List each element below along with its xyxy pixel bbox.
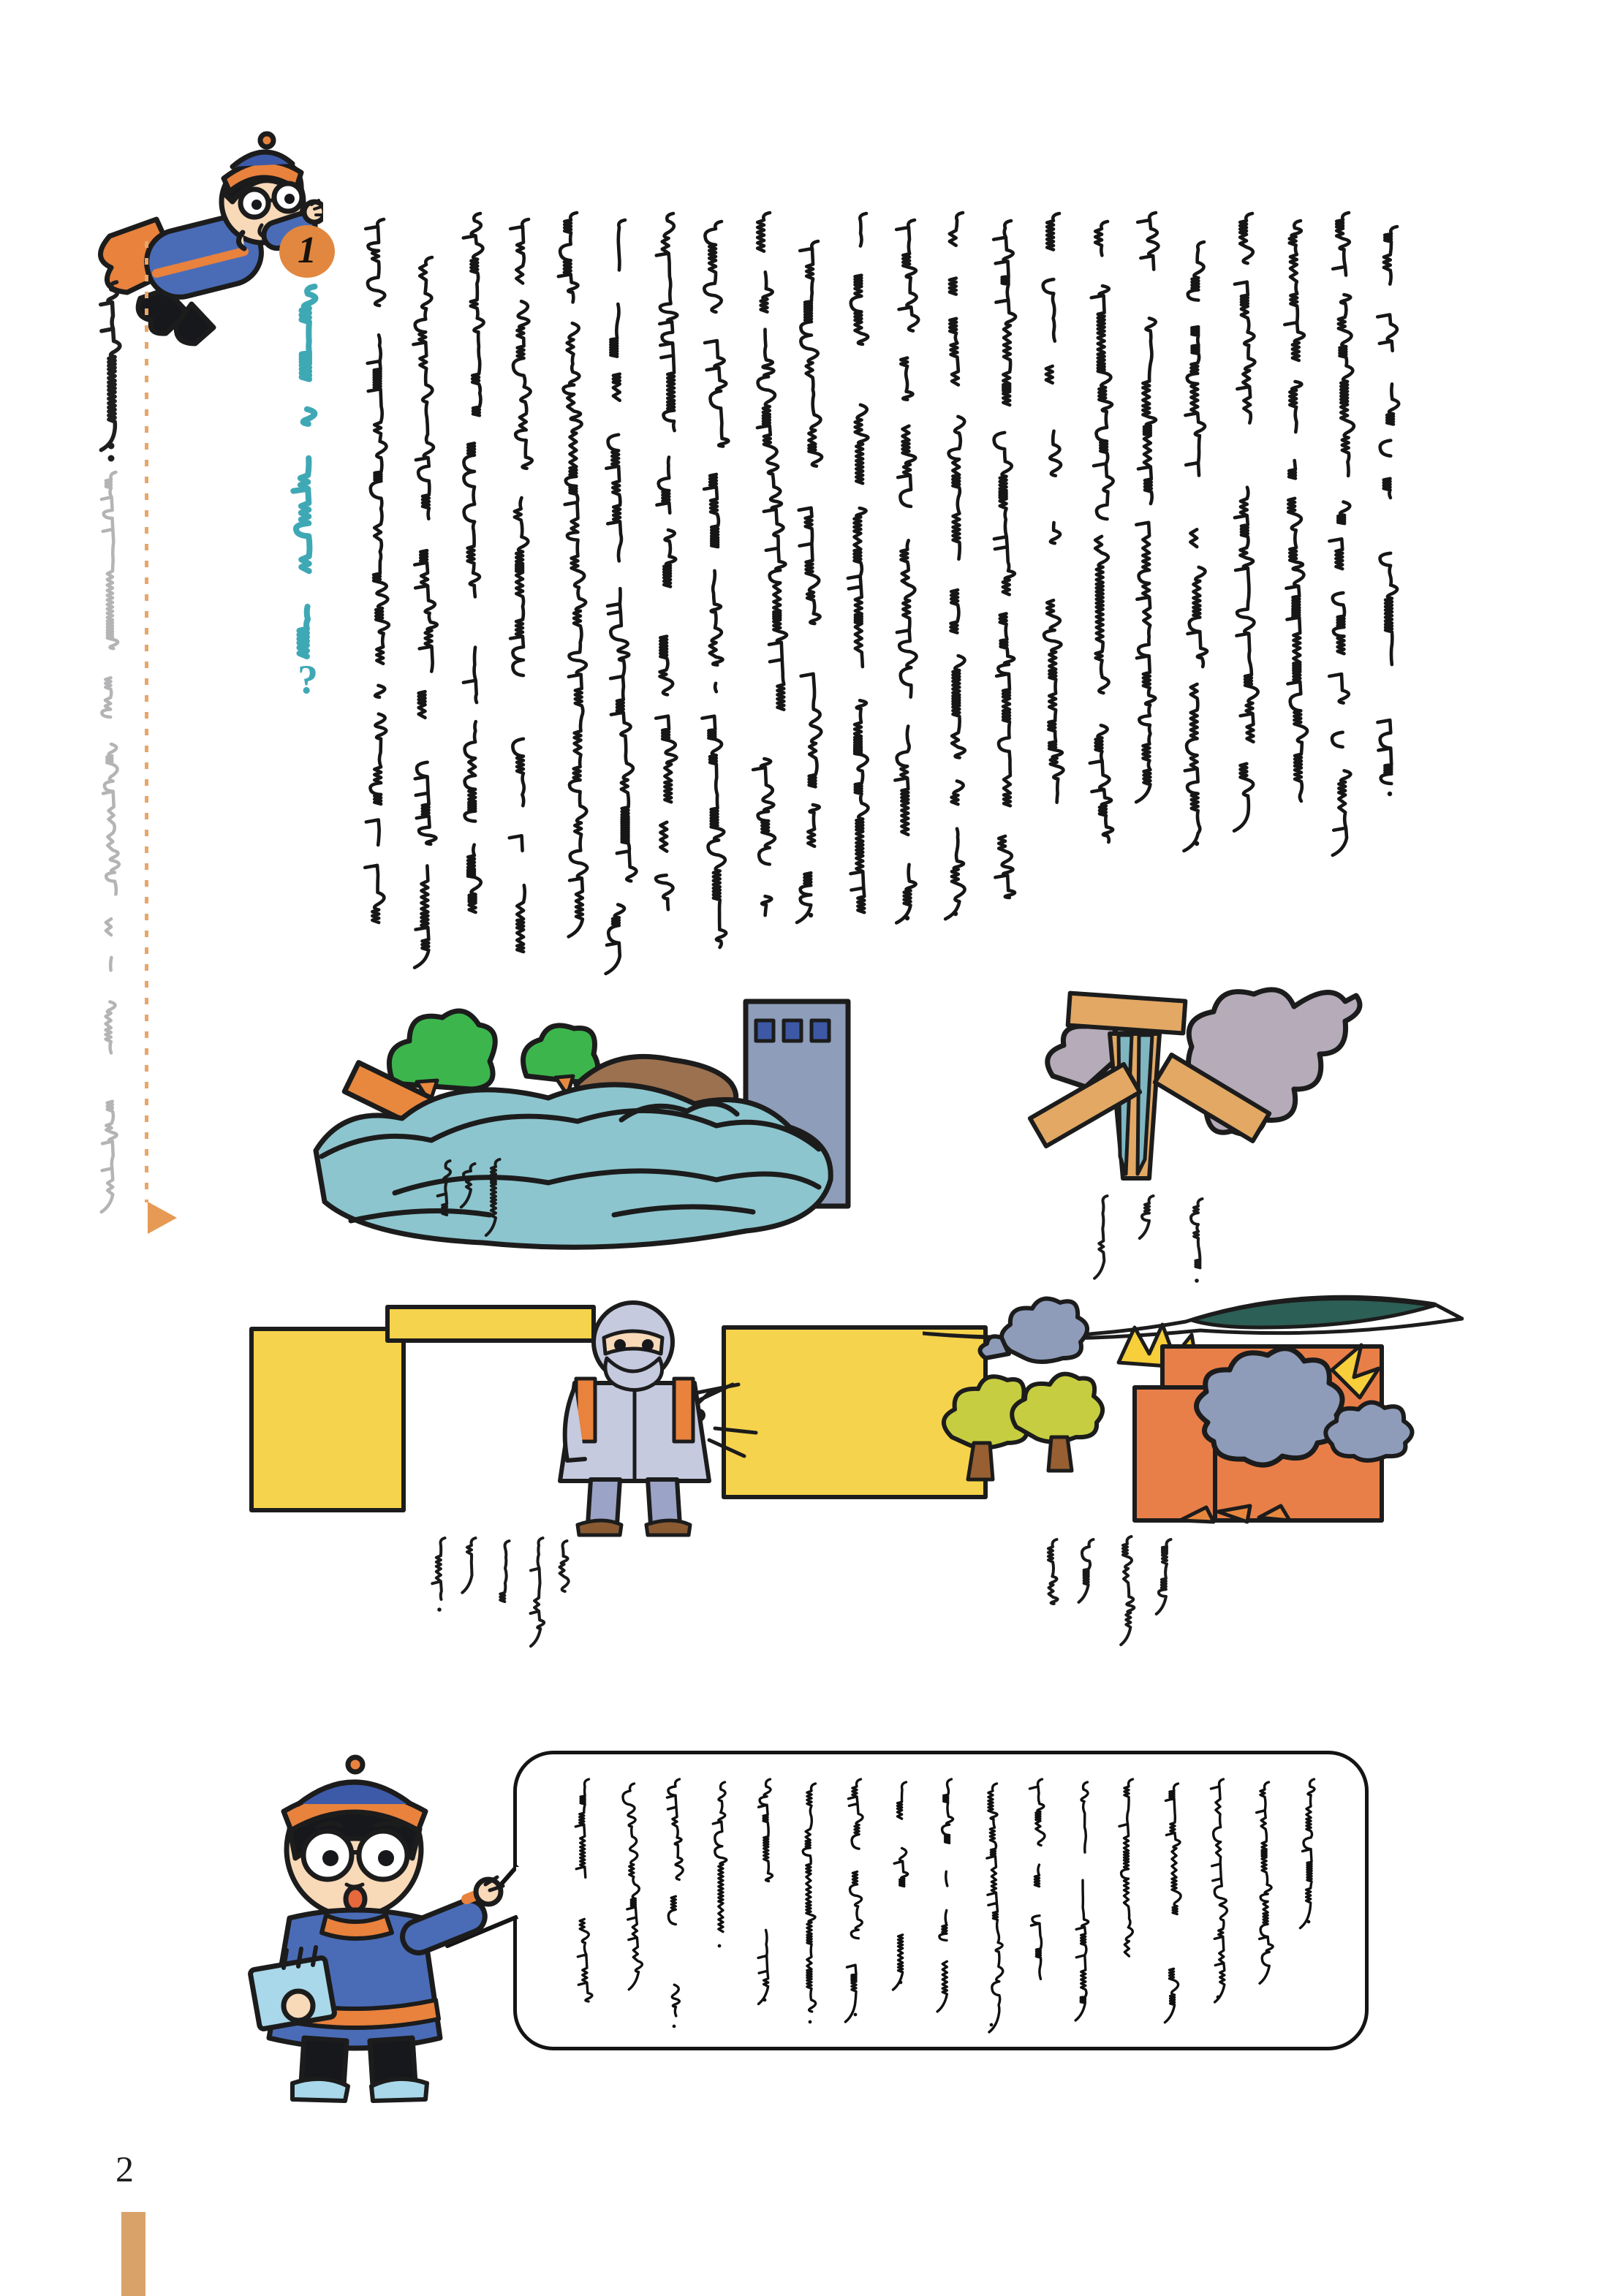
caption-earthquake bbox=[1094, 1196, 1202, 1283]
lesson-number: 1 bbox=[298, 229, 317, 271]
caption-disinfection bbox=[432, 1538, 568, 1646]
caption-flood bbox=[438, 1159, 500, 1235]
sidebar-note-gray bbox=[102, 472, 119, 1212]
lesson-title-script bbox=[293, 287, 318, 702]
sidebar-note-black bbox=[101, 282, 120, 462]
caption-fire bbox=[1048, 1537, 1171, 1645]
title-question-mark: ? bbox=[298, 657, 318, 702]
bubble-script bbox=[575, 1779, 1314, 2032]
page-number: 2 bbox=[116, 2148, 134, 2189]
body-text bbox=[365, 213, 1399, 974]
